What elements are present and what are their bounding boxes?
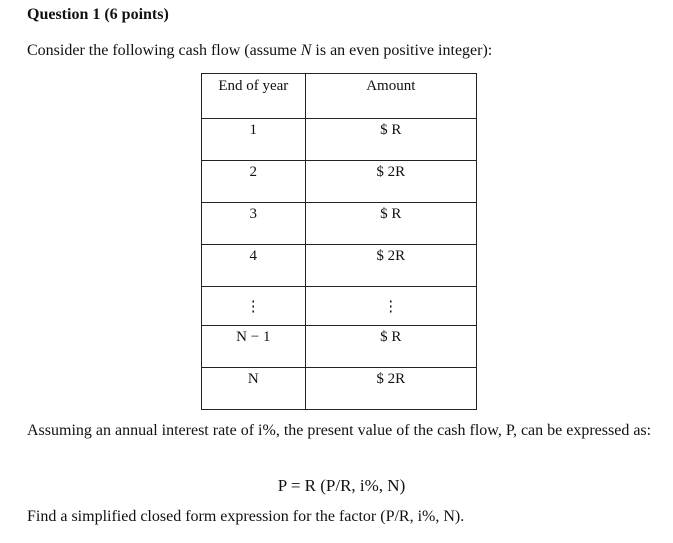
question-prompt: Find a simplified closed form expression for the factor (P/R, i%, N). <box>27 508 465 525</box>
intro-text-after: is an even positive integer): <box>311 42 493 59</box>
amount-cell: $ R <box>305 326 476 368</box>
interest-paragraph: Assuming an annual interest rate of i%, the present value of the cash flow, P, can be expressed as: <box>27 422 652 439</box>
table-row <box>202 287 477 326</box>
amount-cell: $ R <box>305 203 476 245</box>
table-row <box>202 203 477 245</box>
year-cell: N <box>202 368 306 410</box>
year-cell: 1 <box>202 119 306 161</box>
amount-cell: $ R <box>305 119 476 161</box>
present-value-formula: P = R (P/R, i%, N) <box>277 476 406 495</box>
year-cell: 2 <box>202 161 306 203</box>
year-cell: 3 <box>202 203 306 245</box>
year-cell: N − 1 <box>202 326 306 368</box>
year-cell: ⋮ <box>202 287 306 326</box>
intro-variable: N <box>300 42 312 59</box>
amount-cell: $ 2R <box>305 368 476 410</box>
intro-text-before: Consider the following cash flow (assume <box>27 42 301 59</box>
table-row <box>202 326 477 368</box>
intro-text <box>27 42 492 60</box>
amount-cell: $ 2R <box>305 245 476 287</box>
table-row <box>202 368 477 410</box>
year-cell: 4 <box>202 245 306 287</box>
header-end-of-year: End of year <box>202 74 306 119</box>
table-row <box>202 161 477 203</box>
header-amount: Amount <box>305 74 476 119</box>
table-row <box>202 119 477 161</box>
question-heading: Question 1 (6 points) <box>27 6 169 23</box>
table-row <box>202 245 477 287</box>
amount-cell: $ 2R <box>305 161 476 203</box>
cash-flow-table <box>201 73 477 410</box>
table-header-row <box>202 74 477 119</box>
amount-cell: ⋮ <box>305 287 476 326</box>
